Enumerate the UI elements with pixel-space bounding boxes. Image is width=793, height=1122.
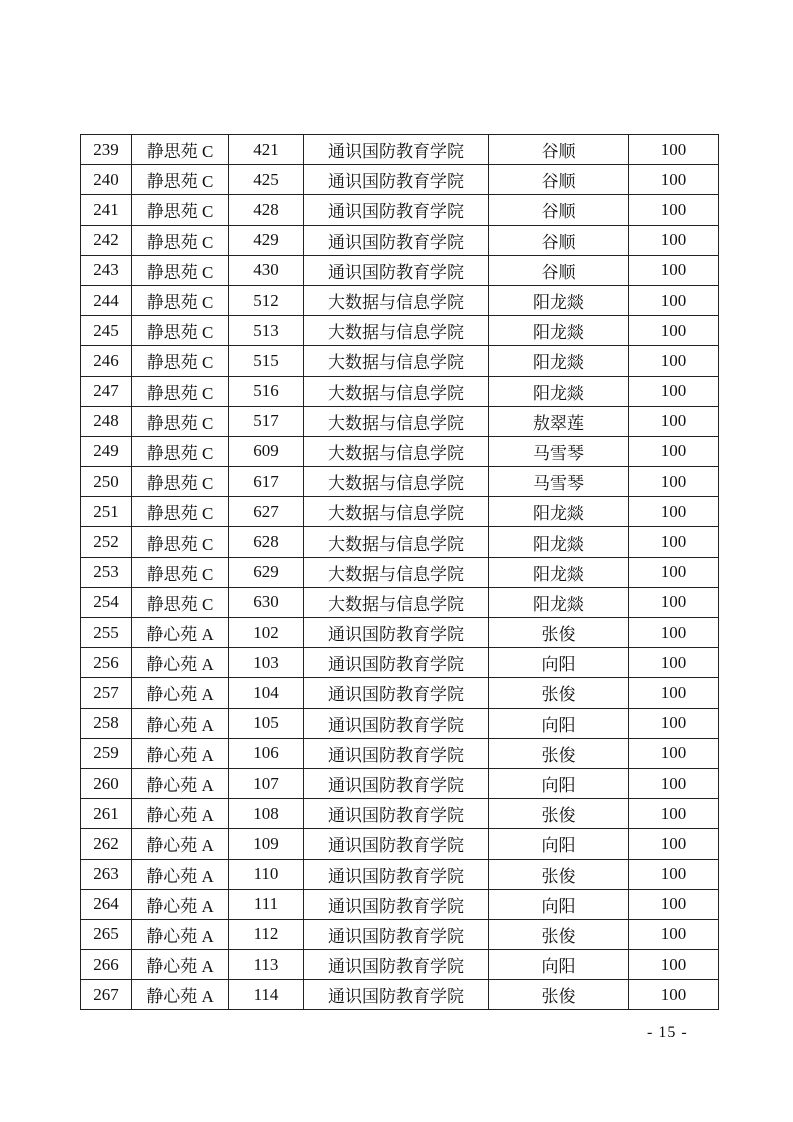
room-cell: 114 xyxy=(229,980,304,1010)
teacher-cell: 阳龙燚 xyxy=(489,285,629,315)
score-cell: 100 xyxy=(629,738,719,768)
building-cell: 静心苑 A xyxy=(132,618,229,648)
teacher-cell: 敖翠莲 xyxy=(489,406,629,436)
building-cell: 静思苑 C xyxy=(132,285,229,315)
table-row xyxy=(81,255,719,285)
score-cell: 100 xyxy=(629,527,719,557)
teacher-cell: 向阳 xyxy=(489,829,629,859)
building-cell: 静心苑 A xyxy=(132,859,229,889)
score-cell: 100 xyxy=(629,135,719,165)
score-cell: 100 xyxy=(629,255,719,285)
teacher-cell: 谷顺 xyxy=(489,225,629,255)
table-row xyxy=(81,889,719,919)
row-number-cell: 239 xyxy=(81,135,132,165)
score-cell: 100 xyxy=(629,768,719,798)
row-number-cell: 266 xyxy=(81,950,132,980)
teacher-cell: 阳龙燚 xyxy=(489,587,629,617)
college-cell: 通识国防教育学院 xyxy=(304,980,489,1010)
score-cell: 100 xyxy=(629,406,719,436)
score-cell: 100 xyxy=(629,708,719,738)
score-cell: 100 xyxy=(629,376,719,406)
row-number-cell: 253 xyxy=(81,557,132,587)
college-cell: 通识国防教育学院 xyxy=(304,919,489,949)
building-cell: 静思苑 C xyxy=(132,527,229,557)
table-row xyxy=(81,768,719,798)
college-cell: 通识国防教育学院 xyxy=(304,225,489,255)
table-row xyxy=(81,406,719,436)
table-row xyxy=(81,376,719,406)
college-cell: 通识国防教育学院 xyxy=(304,859,489,889)
score-cell: 100 xyxy=(629,165,719,195)
building-cell: 静心苑 A xyxy=(132,768,229,798)
teacher-cell: 向阳 xyxy=(489,648,629,678)
building-cell: 静思苑 C xyxy=(132,557,229,587)
building-cell: 静心苑 A xyxy=(132,708,229,738)
table-row xyxy=(81,648,719,678)
table-row xyxy=(81,467,719,497)
teacher-cell: 张俊 xyxy=(489,618,629,648)
college-cell: 通识国防教育学院 xyxy=(304,195,489,225)
score-cell: 100 xyxy=(629,648,719,678)
table-row xyxy=(81,316,719,346)
table-row xyxy=(81,829,719,859)
score-cell: 100 xyxy=(629,557,719,587)
score-cell: 100 xyxy=(629,436,719,466)
teacher-cell: 张俊 xyxy=(489,859,629,889)
building-cell: 静思苑 C xyxy=(132,255,229,285)
room-cell: 105 xyxy=(229,708,304,738)
building-cell: 静思苑 C xyxy=(132,587,229,617)
room-cell: 628 xyxy=(229,527,304,557)
score-cell: 100 xyxy=(629,678,719,708)
row-number-cell: 251 xyxy=(81,497,132,527)
table-row xyxy=(81,527,719,557)
score-cell: 100 xyxy=(629,618,719,648)
building-cell: 静心苑 A xyxy=(132,799,229,829)
teacher-cell: 张俊 xyxy=(489,980,629,1010)
table-row xyxy=(81,135,719,165)
college-cell: 大数据与信息学院 xyxy=(304,497,489,527)
teacher-cell: 谷顺 xyxy=(489,135,629,165)
college-cell: 通识国防教育学院 xyxy=(304,708,489,738)
room-cell: 430 xyxy=(229,255,304,285)
row-number-cell: 248 xyxy=(81,406,132,436)
teacher-cell: 阳龙燚 xyxy=(489,316,629,346)
row-number-cell: 249 xyxy=(81,436,132,466)
table-row xyxy=(81,285,719,315)
college-cell: 通识国防教育学院 xyxy=(304,255,489,285)
score-cell: 100 xyxy=(629,799,719,829)
building-cell: 静思苑 C xyxy=(132,436,229,466)
teacher-cell: 阳龙燚 xyxy=(489,527,629,557)
room-cell: 629 xyxy=(229,557,304,587)
row-number-cell: 260 xyxy=(81,768,132,798)
row-number-cell: 250 xyxy=(81,467,132,497)
row-number-cell: 242 xyxy=(81,225,132,255)
row-number-cell: 264 xyxy=(81,889,132,919)
row-number-cell: 255 xyxy=(81,618,132,648)
building-cell: 静心苑 A xyxy=(132,919,229,949)
teacher-cell: 张俊 xyxy=(489,919,629,949)
college-cell: 通识国防教育学院 xyxy=(304,165,489,195)
room-cell: 617 xyxy=(229,467,304,497)
room-cell: 609 xyxy=(229,436,304,466)
row-number-cell: 258 xyxy=(81,708,132,738)
room-cell: 102 xyxy=(229,618,304,648)
room-cell: 108 xyxy=(229,799,304,829)
room-cell: 515 xyxy=(229,346,304,376)
row-number-cell: 261 xyxy=(81,799,132,829)
college-cell: 大数据与信息学院 xyxy=(304,346,489,376)
table-row xyxy=(81,165,719,195)
teacher-cell: 阳龙燚 xyxy=(489,497,629,527)
table-row xyxy=(81,678,719,708)
score-cell: 100 xyxy=(629,859,719,889)
row-number-cell: 262 xyxy=(81,829,132,859)
score-cell: 100 xyxy=(629,195,719,225)
row-number-cell: 240 xyxy=(81,165,132,195)
building-cell: 静心苑 A xyxy=(132,738,229,768)
building-cell: 静心苑 A xyxy=(132,829,229,859)
college-cell: 大数据与信息学院 xyxy=(304,285,489,315)
teacher-cell: 马雪琴 xyxy=(489,467,629,497)
score-cell: 100 xyxy=(629,829,719,859)
college-cell: 通识国防教育学院 xyxy=(304,768,489,798)
building-cell: 静思苑 C xyxy=(132,406,229,436)
college-cell: 通识国防教育学院 xyxy=(304,889,489,919)
row-number-cell: 245 xyxy=(81,316,132,346)
teacher-cell: 张俊 xyxy=(489,738,629,768)
teacher-cell: 阳龙燚 xyxy=(489,557,629,587)
row-number-cell: 252 xyxy=(81,527,132,557)
building-cell: 静心苑 A xyxy=(132,950,229,980)
table-row xyxy=(81,346,719,376)
teacher-cell: 马雪琴 xyxy=(489,436,629,466)
college-cell: 通识国防教育学院 xyxy=(304,648,489,678)
room-cell: 630 xyxy=(229,587,304,617)
room-cell: 103 xyxy=(229,648,304,678)
table-row xyxy=(81,919,719,949)
room-cell: 513 xyxy=(229,316,304,346)
table-row xyxy=(81,980,719,1010)
table-row xyxy=(81,799,719,829)
table-row xyxy=(81,618,719,648)
college-cell: 通识国防教育学院 xyxy=(304,799,489,829)
teacher-cell: 谷顺 xyxy=(489,195,629,225)
page-number: - 15 - xyxy=(647,1024,688,1041)
college-cell: 通识国防教育学院 xyxy=(304,950,489,980)
room-cell: 106 xyxy=(229,738,304,768)
teacher-cell: 阳龙燚 xyxy=(489,346,629,376)
college-cell: 通识国防教育学院 xyxy=(304,135,489,165)
score-cell: 100 xyxy=(629,467,719,497)
room-cell: 627 xyxy=(229,497,304,527)
building-cell: 静心苑 A xyxy=(132,648,229,678)
building-cell: 静心苑 A xyxy=(132,678,229,708)
row-number-cell: 247 xyxy=(81,376,132,406)
row-number-cell: 244 xyxy=(81,285,132,315)
college-cell: 大数据与信息学院 xyxy=(304,557,489,587)
teacher-cell: 谷顺 xyxy=(489,165,629,195)
building-cell: 静思苑 C xyxy=(132,135,229,165)
score-cell: 100 xyxy=(629,889,719,919)
table-body xyxy=(81,135,719,1010)
row-number-cell: 257 xyxy=(81,678,132,708)
table-row xyxy=(81,587,719,617)
teacher-cell: 向阳 xyxy=(489,768,629,798)
college-cell: 大数据与信息学院 xyxy=(304,467,489,497)
table-row xyxy=(81,195,719,225)
room-cell: 429 xyxy=(229,225,304,255)
teacher-cell: 张俊 xyxy=(489,678,629,708)
room-cell: 112 xyxy=(229,919,304,949)
college-cell: 大数据与信息学院 xyxy=(304,376,489,406)
score-cell: 100 xyxy=(629,980,719,1010)
room-cell: 428 xyxy=(229,195,304,225)
score-cell: 100 xyxy=(629,950,719,980)
college-cell: 大数据与信息学院 xyxy=(304,316,489,346)
row-number-cell: 243 xyxy=(81,255,132,285)
teacher-cell: 向阳 xyxy=(489,950,629,980)
building-cell: 静思苑 C xyxy=(132,165,229,195)
college-cell: 大数据与信息学院 xyxy=(304,436,489,466)
room-cell: 104 xyxy=(229,678,304,708)
room-cell: 110 xyxy=(229,859,304,889)
college-cell: 通识国防教育学院 xyxy=(304,829,489,859)
college-cell: 通识国防教育学院 xyxy=(304,678,489,708)
row-number-cell: 246 xyxy=(81,346,132,376)
row-number-cell: 265 xyxy=(81,919,132,949)
table-row xyxy=(81,497,719,527)
teacher-cell: 张俊 xyxy=(489,799,629,829)
score-cell: 100 xyxy=(629,587,719,617)
college-cell: 通识国防教育学院 xyxy=(304,618,489,648)
score-cell: 100 xyxy=(629,225,719,255)
table-row xyxy=(81,436,719,466)
building-cell: 静心苑 A xyxy=(132,889,229,919)
college-cell: 大数据与信息学院 xyxy=(304,406,489,436)
row-number-cell: 254 xyxy=(81,587,132,617)
room-cell: 113 xyxy=(229,950,304,980)
teacher-cell: 向阳 xyxy=(489,708,629,738)
building-cell: 静思苑 C xyxy=(132,497,229,527)
row-number-cell: 241 xyxy=(81,195,132,225)
building-cell: 静思苑 C xyxy=(132,346,229,376)
building-cell: 静思苑 C xyxy=(132,195,229,225)
room-cell: 512 xyxy=(229,285,304,315)
college-cell: 大数据与信息学院 xyxy=(304,527,489,557)
college-cell: 通识国防教育学院 xyxy=(304,738,489,768)
score-cell: 100 xyxy=(629,497,719,527)
room-cell: 425 xyxy=(229,165,304,195)
teacher-cell: 向阳 xyxy=(489,889,629,919)
room-cell: 111 xyxy=(229,889,304,919)
building-cell: 静思苑 C xyxy=(132,376,229,406)
building-cell: 静思苑 C xyxy=(132,225,229,255)
score-cell: 100 xyxy=(629,316,719,346)
row-number-cell: 259 xyxy=(81,738,132,768)
room-cell: 516 xyxy=(229,376,304,406)
room-cell: 109 xyxy=(229,829,304,859)
room-cell: 517 xyxy=(229,406,304,436)
building-cell: 静思苑 C xyxy=(132,467,229,497)
teacher-cell: 谷顺 xyxy=(489,255,629,285)
table-row xyxy=(81,859,719,889)
table-row xyxy=(81,708,719,738)
row-number-cell: 263 xyxy=(81,859,132,889)
room-cell: 421 xyxy=(229,135,304,165)
building-cell: 静心苑 A xyxy=(132,980,229,1010)
dormitory-score-table xyxy=(80,134,719,1010)
score-cell: 100 xyxy=(629,285,719,315)
score-cell: 100 xyxy=(629,919,719,949)
table-row xyxy=(81,225,719,255)
score-cell: 100 xyxy=(629,346,719,376)
row-number-cell: 256 xyxy=(81,648,132,678)
college-cell: 大数据与信息学院 xyxy=(304,587,489,617)
building-cell: 静思苑 C xyxy=(132,316,229,346)
teacher-cell: 阳龙燚 xyxy=(489,376,629,406)
table-row xyxy=(81,557,719,587)
table-row xyxy=(81,950,719,980)
row-number-cell: 267 xyxy=(81,980,132,1010)
room-cell: 107 xyxy=(229,768,304,798)
table-row xyxy=(81,738,719,768)
